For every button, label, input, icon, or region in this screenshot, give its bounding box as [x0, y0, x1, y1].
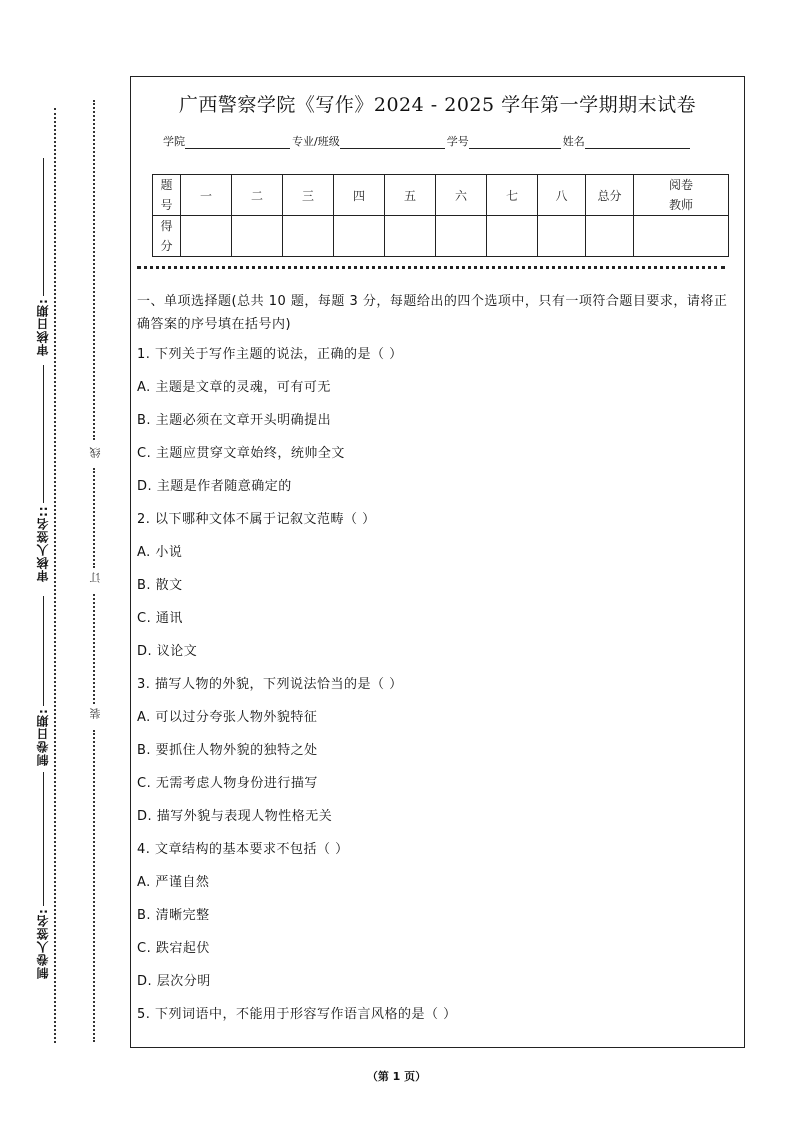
score-col-5: 五: [385, 175, 436, 216]
bind-seal-char: 装: [89, 708, 102, 719]
binding-dotted-line: [93, 100, 95, 440]
major-class-label: 专业/班级: [292, 135, 340, 148]
name-label: 姓名: [562, 135, 585, 148]
student-info-row: [163, 133, 723, 149]
question-number-head: 题 号: [153, 175, 181, 216]
prepare-date-line: [43, 596, 44, 706]
option-4d: D. 层次分明: [137, 974, 211, 989]
binding-dotted-line: [93, 594, 95, 704]
option-3a: A. 可以过分夸张人物外貌特征: [137, 710, 318, 725]
reviewer-sign-line: [43, 365, 44, 503]
review-date-label: 审核日期:: [36, 298, 50, 356]
exam-title: 广西警察学院《写作》2024 - 2025 学年第一学期期末试卷: [178, 94, 697, 116]
question-4: 4. 文章结构的基本要求不包括（ ）: [137, 842, 349, 857]
name-field[interactable]: [585, 136, 690, 149]
binding-dotted-line: [93, 730, 95, 1042]
score-cell-total[interactable]: [586, 216, 634, 257]
question-list: [137, 345, 737, 1038]
binding-dotted-line: [93, 468, 95, 568]
option-2d: D. 议论文: [137, 644, 198, 659]
option-1a: A. 主题是文章的灵魂，可有可无: [137, 380, 331, 395]
question-3: 3. 描写人物的外貌，下列说法恰当的是（ ）: [137, 677, 403, 692]
college-label: 学院: [163, 135, 185, 148]
score-col-8: 八: [538, 175, 586, 216]
section-1-heading: 一、单项选择题(总共 10 题，每题 3 分，每题给出的四个选项中，只有一项符合题目要求，请将正确答案的序号填在括号内): [137, 294, 728, 332]
question-2: 2. 以下哪种文体不属于记叙文范畴（ ）: [137, 512, 376, 527]
bind-staple-char: 订: [89, 572, 102, 583]
score-row-head: 得 分: [153, 216, 181, 257]
score-col-7: 七: [487, 175, 538, 216]
college-field[interactable]: [185, 136, 290, 149]
preparer-sign-line: [43, 772, 44, 906]
option-4b: B. 清晰完整: [137, 908, 210, 923]
score-cell[interactable]: [487, 216, 538, 257]
review-date-line: [43, 158, 44, 296]
score-cell[interactable]: [436, 216, 487, 257]
option-3c: C. 无需考虑人物身份进行描写: [137, 776, 318, 791]
question-5: 5. 下列词语中，不能用于形容写作语言风格的是（ ）: [137, 1007, 457, 1022]
option-2a: A. 小说: [137, 545, 183, 560]
score-col-6: 六: [436, 175, 487, 216]
dotted-separator: [137, 266, 725, 269]
grader-head: 阅卷 教师: [634, 175, 729, 216]
option-3b: B. 要抓住人物外貌的独特之处: [137, 743, 318, 758]
student-no-label: 学号: [446, 135, 469, 148]
student-no-field[interactable]: [469, 136, 561, 149]
preparer-sign-label: 制卷人签名:: [36, 908, 50, 979]
score-col-1: 一: [181, 175, 232, 216]
option-1c: C. 主题应贯穿文章始终，统帅全文: [137, 446, 345, 461]
score-table-header-row: [153, 175, 729, 216]
option-3d: D. 描写外貌与表现人物性格无关: [137, 809, 333, 824]
prepare-date-label: 制卷日期:: [36, 708, 50, 766]
option-4c: C. 跌宕起伏: [137, 941, 210, 956]
grader-cell[interactable]: [634, 216, 729, 257]
section-1: [137, 290, 737, 1038]
score-col-2: 二: [232, 175, 283, 216]
score-cell[interactable]: [181, 216, 232, 257]
score-cell[interactable]: [538, 216, 586, 257]
option-2b: B. 散文: [137, 578, 183, 593]
exam-frame: [130, 76, 745, 1048]
binding-margin: [0, 0, 125, 1122]
score-cell[interactable]: [283, 216, 334, 257]
score-cell[interactable]: [385, 216, 436, 257]
option-1d: D. 主题是作者随意确定的: [137, 479, 292, 494]
option-2c: C. 通讯: [137, 611, 183, 626]
bind-line-char: 线: [89, 447, 102, 458]
question-1: 1. 下列关于写作主题的说法，正确的是（ ）: [137, 347, 403, 362]
reviewer-sign-label: 审核人签名::: [36, 505, 50, 582]
page-number: （第 1 页）: [366, 1070, 427, 1083]
score-col-total: 总分: [586, 175, 634, 216]
score-table: [152, 174, 729, 257]
major-class-field[interactable]: [340, 136, 445, 149]
score-col-4: 四: [334, 175, 385, 216]
option-1b: B. 主题必须在文章开头明确提出: [137, 413, 332, 428]
score-table-score-row: [153, 216, 729, 257]
option-4a: A. 严谨自然: [137, 875, 210, 890]
score-cell[interactable]: [334, 216, 385, 257]
outer-dotted-line: [54, 108, 56, 1043]
score-col-3: 三: [283, 175, 334, 216]
score-cell[interactable]: [232, 216, 283, 257]
